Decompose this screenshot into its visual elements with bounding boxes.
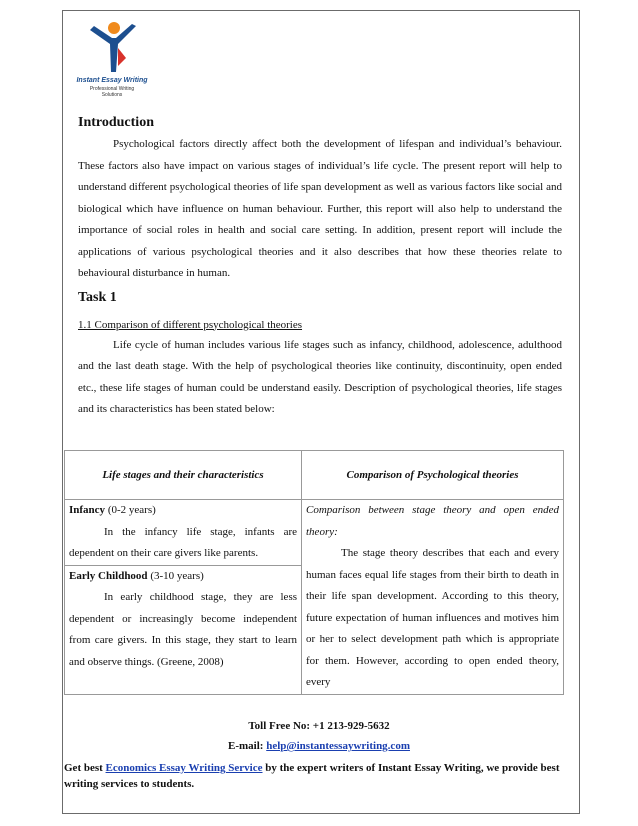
logo-figure-icon	[84, 20, 140, 76]
task-paragraph: Life cycle of human includes various life stages such as infancy, childhood, adolescence, adulthood and the last death stage. With the help of psychological theories like continuity, discontinuity, open ended etc., these life stages of human could be understand easily. Description of psychological theories, life stages and its characteristics has been stated below:	[78, 338, 562, 415]
promo-line	[64, 760, 574, 792]
promo-suffix: by the expert writers of Instant Essay Writing, we provide best writing services to students.	[64, 762, 560, 790]
logo	[72, 20, 152, 106]
infancy-block	[65, 500, 301, 565]
early-childhood-range: (3-10 years)	[147, 569, 204, 582]
infancy-name: Infancy	[69, 504, 106, 516]
email-label: E-mail:	[228, 740, 267, 752]
early-childhood-name: Early Childhood	[69, 569, 148, 582]
introduction-heading: Introduction	[78, 115, 154, 130]
task-subheading: 1.1 Comparison of different psychological theories	[78, 318, 303, 331]
footer	[64, 716, 574, 792]
toll-free-number: Toll Free No: +1 213-929-5632	[248, 720, 390, 732]
email-line	[64, 736, 574, 756]
early-childhood-title	[69, 566, 297, 588]
header-comparison: Comparison of Psychological theories	[302, 451, 564, 500]
infancy-range: (0-2 years)	[105, 504, 156, 516]
logo-subtitle	[72, 86, 152, 98]
email-link[interactable]: help@instantessaywriting.com	[266, 740, 410, 752]
header-life-stages: Life stages and their characteristics	[65, 451, 302, 500]
infancy-text: In the infancy life stage, infants are dependent on their care givers like parents.	[69, 525, 297, 559]
comparison-table	[64, 450, 564, 695]
introduction-paragraph: Psychological factors directly affect both the development of lifespan and individual’s behaviour. These factors also have impact on various stages of individual’s life cycle. The present report will help to understand different psychological theories of life span development as well as various factors like social and biological which have influence on human behaviour. Further, this report will also help to understand the importance of social roles in health and social care setting. In addition, present report will include the applications of various psychological theories and it also describes that how these theories relate to behavioural disturbance in human.	[78, 138, 562, 279]
comparison-text: The stage theory describes that each and every human faces equal life stages from their birth to death in their life span development. According to this theory, future expectation of human influences and motives him or her to select development path which is appropriate for them. However, according to open ended theory, every	[306, 547, 559, 688]
logo-subtitle-line-1: Professional Writing	[89, 86, 135, 92]
infancy-title	[69, 500, 297, 522]
document-body	[78, 112, 562, 421]
life-stages-cell	[65, 500, 302, 695]
comparison-cell	[302, 500, 564, 695]
logo-subtitle-line-2: Solutions	[101, 92, 123, 98]
promo-prefix: Get best	[64, 762, 106, 774]
comparison-title: Comparison between stage theory and open ended theory:	[306, 504, 559, 538]
logo-title: Instant Essay Writing	[76, 77, 148, 84]
early-childhood-text: In early childhood stage, they are less dependent or increasingly become independent from care givers. In this stage, they start to learn and observe things. (Greene, 2008)	[69, 591, 297, 668]
economics-essay-service-link[interactable]: Economics Essay Writing Service	[105, 762, 263, 774]
early-childhood-block	[65, 565, 301, 674]
table-row	[65, 500, 564, 695]
task-heading: Task 1	[78, 289, 117, 305]
table-header-row	[65, 451, 564, 500]
